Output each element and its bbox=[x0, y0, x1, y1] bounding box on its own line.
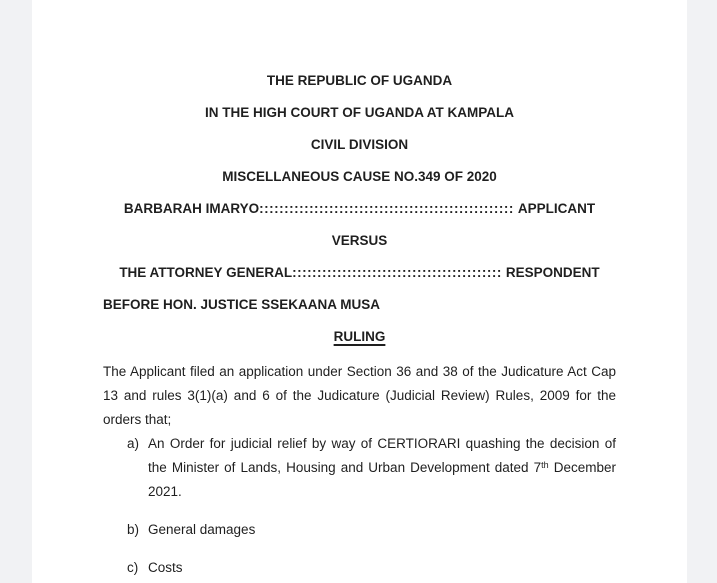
order-text-b: General damages bbox=[148, 522, 256, 537]
order-marker-c: c) bbox=[127, 560, 139, 575]
court-title: IN THE HIGH COURT OF UGANDA AT KAMPALA bbox=[205, 105, 514, 120]
document-page bbox=[32, 0, 687, 583]
respondent-line bbox=[103, 257, 616, 289]
republic-title: THE REPUBLIC OF UGANDA bbox=[266, 73, 453, 88]
ordinal-suffix: th bbox=[541, 460, 549, 470]
intro-paragraph: The Applicant filed an application under Section 36 and 38 of the Judicature Act Cap 13 and rules 3(1)(a) and 6 of the Judicature (Judicial Review) Rules, 2009 for the orders that; bbox=[103, 364, 616, 427]
order-item-b bbox=[127, 518, 616, 542]
order-a-text-post: December 2021. bbox=[148, 460, 617, 499]
respondent-role-label: RESPONDENT bbox=[505, 265, 600, 280]
order-text-c: Costs bbox=[148, 560, 183, 575]
order-text-a bbox=[148, 432, 616, 504]
applicant-name: BARBARAH IMARYO bbox=[123, 201, 260, 216]
respondent-name: THE ATTORNEY GENERAL bbox=[119, 265, 293, 280]
ruling-heading-text: RULING bbox=[333, 329, 386, 344]
order-item-a bbox=[127, 432, 616, 504]
order-item-c bbox=[127, 556, 616, 580]
applicant-line bbox=[103, 193, 616, 225]
order-a-text-pre: An Order for judicial relief by way of CERTIORARI quashing the decision of the Minister of Lands, Housing and Urban Development dated 7 bbox=[148, 436, 616, 475]
ruling-heading bbox=[103, 321, 616, 353]
order-marker-b: b) bbox=[127, 522, 140, 537]
division-title: CIVIL DIVISION bbox=[310, 137, 409, 152]
orders-list bbox=[103, 432, 616, 580]
versus-label: VERSUS bbox=[331, 233, 388, 248]
applicant-role-label: APPLICANT bbox=[517, 201, 596, 216]
respondent-dots: :::::::::::::::::::::::::::::::::::::::::: bbox=[292, 265, 502, 280]
applicant-dots: ::::::::::::::::::::::::::::::::::::::::::::::::::: bbox=[259, 201, 514, 216]
judge-line: BEFORE HON. JUSTICE SSEKAANA MUSA bbox=[103, 297, 381, 312]
cause-number: MISCELLANEOUS CAUSE NO.349 OF 2020 bbox=[222, 169, 497, 184]
order-marker-a: a) bbox=[127, 436, 140, 451]
